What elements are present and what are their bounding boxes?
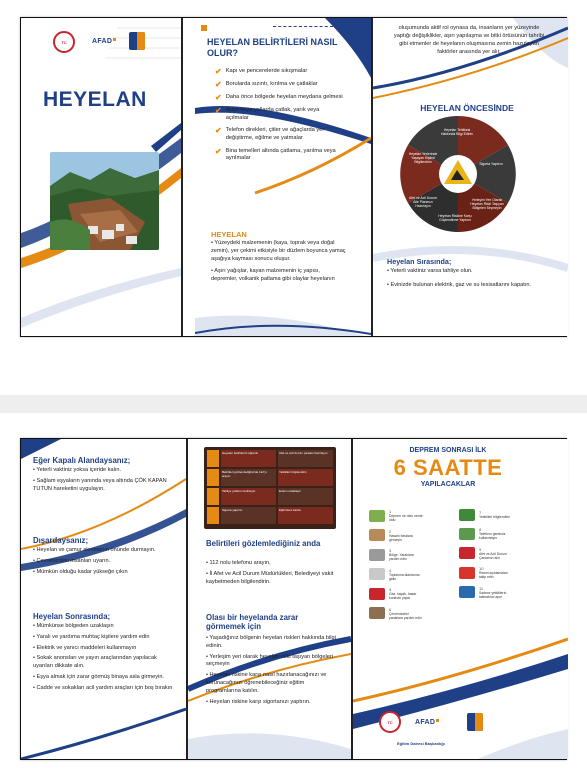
checkmark-icon: ✔ — [215, 106, 222, 115]
tips-infographic — [204, 447, 336, 529]
observation-item: • İl Afet ve Acil Durum Müdürlükleri, Belediyeyi vakit kaybetmeden bilgilendirin. — [206, 570, 334, 585]
observation-list — [206, 560, 336, 589]
sign-item: ✔ Kapı ve pencerelerde sıkışmalar — [215, 67, 308, 76]
sign-item: ✔ Arazi veya yollarda çatlak, yarık veya açılmalar — [215, 106, 320, 121]
department-footer: Eğitim Dairesi Başkanlığı — [397, 741, 445, 746]
steps-right-column — [459, 509, 549, 605]
sign-item: ✔ Daha önce bölgede heyelan meydana gelmesi — [215, 93, 343, 102]
wheel-segment-label: Afet ve Acil Durum Aile Planınızı Hazırlayın — [409, 196, 437, 209]
step-icon — [459, 509, 475, 521]
checkmark-icon: ✔ — [215, 80, 222, 89]
outdoor-item: • Mümkün olduğu kadar yükseğe çıkın — [33, 568, 128, 575]
observation-item: • 112 nolu telefonu arayın, — [206, 560, 271, 566]
step-icon — [369, 510, 385, 522]
checkmark-icon: ✔ — [215, 146, 222, 156]
shield-icon — [207, 507, 219, 524]
definition-item: • Aşırı yağışlar, kayan malzemenin iç yapısı, depremler, volkanik patlama gibi olaylar heyelanın — [211, 268, 335, 283]
fold-line — [181, 18, 183, 336]
protection-item: • Yerleşim yeri olarak heyelan riski taşıyan bölgeleri seçmeyin — [206, 653, 333, 668]
outdoor-list — [33, 547, 173, 579]
sign-item: ✔ Bina temelleri altında çatlama, yarılma veya ayrılmalar — [215, 146, 336, 162]
after-heading: Heyelan Sonrasında; — [33, 612, 111, 621]
wheel-segment-label: Heyelan Tehlikesi Hakkında Bilgi Edinin — [440, 128, 474, 137]
six-hours-top: DEPREM SONRASI İLK — [409, 447, 487, 454]
tip-tile: Eğitimlere katılın — [278, 507, 333, 524]
heading-marker — [201, 25, 207, 31]
step-icon — [459, 528, 475, 540]
wheel-segment-label: Heyelan Yerlerinde Yaşayan Kişileri Bilgilendirin — [408, 152, 438, 165]
indoor-item: • Sağlam eşyaların yanında veya altında ÇÖK KAPAN TUTUN hareketini uygulayın. — [33, 477, 167, 492]
step-item: 5 Gaz, kaçak, hasar kontrolü yapın — [369, 587, 459, 601]
tip-tile: Sigorta yaptırın — [221, 507, 276, 524]
phone-icon — [207, 469, 219, 486]
heyelan-heading: HEYELAN — [211, 230, 247, 239]
afad-logo: AFAD — [92, 38, 116, 45]
step-item: 4 Toplanma alanlarına gidin — [369, 568, 459, 582]
heyelan-definition — [211, 240, 347, 287]
before-wheel — [398, 114, 518, 234]
protection-heading: Olası bir heyelanda zarar görmemek için — [206, 613, 299, 631]
outdoor-heading: Dışardaysanız; — [33, 536, 89, 545]
warning-icon — [207, 450, 219, 467]
outdoor-item: • Heyelan ve çamur akıntısının önünde durmayın. — [33, 547, 156, 553]
wheel-segment-label: Yerleşim Yeri Olarak Heyelan Riski Taşıyan Bölgeleri Seçmeyin — [470, 198, 504, 211]
checkmark-icon: ✔ — [215, 126, 222, 136]
step-icon — [369, 607, 385, 619]
protection-item: • Yaşadığınız bölgenin heyelan riskleri hakkında bilgi edinin. — [206, 635, 336, 649]
step-item: 10 Resmi açıklamaları takip edin — [459, 566, 549, 580]
panel-decoration — [195, 18, 371, 336]
indoor-item: • Yeterli vaktiniz yoksa içeride kalın. — [33, 467, 122, 473]
training-logo — [129, 32, 145, 50]
step-item: 2 Hasarlı binalara girmeyin — [369, 529, 459, 543]
after-list — [33, 623, 173, 696]
tip-tile: Evden uzaklaşın — [278, 488, 333, 505]
during-heading: Heyelan Sırasında; — [387, 257, 452, 266]
step-item: 3 Bölge. Yaralılara yardım edin — [369, 548, 459, 562]
six-hours-panel — [353, 439, 568, 759]
after-item: • Sokak anonsları ve yayın araçlarından yapılacak uyarıları dikkate alın. — [33, 655, 157, 670]
during-item: • Evinizde bulunan elektrik, gaz ve su tesisatlarını kapatın. — [387, 281, 532, 288]
brochure-inner-side — [20, 438, 567, 760]
training-logo — [467, 713, 483, 731]
signs-heading: HEYELAN BELİRTİLERİ NASIL OLUR? — [207, 37, 338, 58]
step-icon — [459, 547, 475, 559]
sheet-separator — [0, 395, 587, 413]
tip-tile: Tahliye yollarını belirleyin — [221, 488, 276, 505]
tip-tile: Afet ve acil durum çantası hazırlayın — [278, 450, 333, 467]
checkmark-icon: ✔ — [215, 93, 222, 102]
checkmark-icon: ✔ — [215, 67, 222, 76]
indoor-heading: Eğer Kapalı Alandaysanız; — [33, 456, 131, 465]
protection-item: • Heyelan riskine karşı nasıl hazırlanacağınızı ve korunacağınızı öğrenebileceğiniz eğitim programlarına katılın. — [206, 672, 327, 694]
six-hours-title: 6 SAATTE — [393, 455, 503, 480]
after-item: • Elektrik ve yanıcı maddeleri kullanmayın — [33, 644, 137, 651]
during-list — [387, 268, 539, 293]
step-item: 8 Telefonu gereksiz kullanmayın — [459, 527, 549, 541]
tip-tile: Heyelan belirtilerini öğrenin — [221, 450, 276, 467]
after-item: • Yaralı ve yardıma muhtaç kişilere yardım edin — [33, 633, 150, 640]
step-item: 6 Çevrenizdeki yaralılara yardım edin — [369, 607, 459, 621]
sign-item: ✔ Borularda sızıntı, kırılma ve çatlaklar — [215, 80, 318, 89]
definition-item: • Yüzeydeki malzemenin (kaya, toprak veya doğal zemin), yer çekimi etkisiyle bir düzlem boyunca yamaç aşağıya kayması sonucu oluşur. — [211, 240, 346, 262]
ministry-seal-logo: TC — [53, 31, 75, 53]
wheel-segment-label: Heyelan Riskine Karşı Güçlendirme Yaptırın — [438, 214, 472, 223]
observation-heading: Belirtileri gözlemlediğiniz anda — [206, 539, 321, 548]
observation-panel — [188, 439, 351, 759]
brochure-outer-side — [20, 17, 567, 337]
intro-text: oluşumunda aktif rol oynasa da, insanların yer yüzeyinde yaptığı değişiklikler, aşırı yapılaşma ve bitki örtüsünün tahribi gibi etmenler de heyelanın oluşmasına zemin hazırlayan faktörler arasında yer alır. — [393, 25, 545, 56]
outdoor-item: • Çevrenizdeki insanları uyarın. — [33, 557, 111, 564]
step-item: 1 Deprem ne oldu nerde oldu — [369, 509, 459, 523]
during-item: • Yeterli vaktiniz varsa tahliye olun. — [387, 268, 473, 274]
protection-item: • Heyelan riskine karşı sigortanızı yaptırın. — [206, 698, 311, 705]
cover-panel — [21, 18, 181, 336]
wheel-segment-label: Sigorta Yaptırın — [479, 162, 503, 166]
step-icon — [369, 529, 385, 541]
step-icon — [369, 549, 385, 561]
landslide-photo — [50, 152, 159, 250]
cover-title: HEYELAN — [43, 88, 147, 111]
indoor-list — [33, 467, 173, 496]
after-item: • Mümkünse bölgeden uzaklaşın — [33, 623, 114, 629]
after-item: • Eşya almak için zarar görmüş binaya asla girmeyin. — [33, 674, 164, 681]
after-item: • Cadde ve sokakları acil yardım araçları için boş bırakın — [33, 684, 173, 691]
tip-tile: Yetkilileri bilgilendirin — [278, 469, 333, 486]
sign-item: ✔ Telefon direkleri, çitler ve ağaçlarda yer değiştirme, eğilme ve yatmalar — [215, 126, 325, 142]
before-during-panel — [373, 18, 568, 336]
heading-rule — [273, 26, 333, 27]
step-item: 7 Yetkilileri bilgilendirin — [459, 509, 549, 521]
six-hours-subtitle: YAPILACAKLAR — [420, 481, 476, 488]
protection-list — [206, 635, 336, 710]
signs-panel — [195, 18, 371, 336]
tip-tile: Belirtileri gözlemlediğinizde 112'yi arayın — [221, 469, 276, 486]
afad-logo: AFAD — [415, 719, 439, 726]
step-icon — [369, 588, 385, 600]
step-icon — [459, 567, 475, 579]
step-icon — [459, 586, 475, 598]
signs-list — [215, 68, 343, 168]
route-icon — [207, 488, 219, 505]
step-icon — [369, 568, 385, 580]
step-item: 11 Sadece yetkililerin talimatına uyun — [459, 586, 549, 600]
steps-left-column — [369, 509, 459, 626]
before-heading: HEYELAN ÖNCESİNDE — [420, 103, 514, 113]
step-item: 9 Afet ve Acil Durum Çantanızı alın — [459, 547, 549, 561]
ministry-seal-logo: TC — [379, 711, 401, 733]
indoor-outdoor-panel — [21, 439, 186, 759]
